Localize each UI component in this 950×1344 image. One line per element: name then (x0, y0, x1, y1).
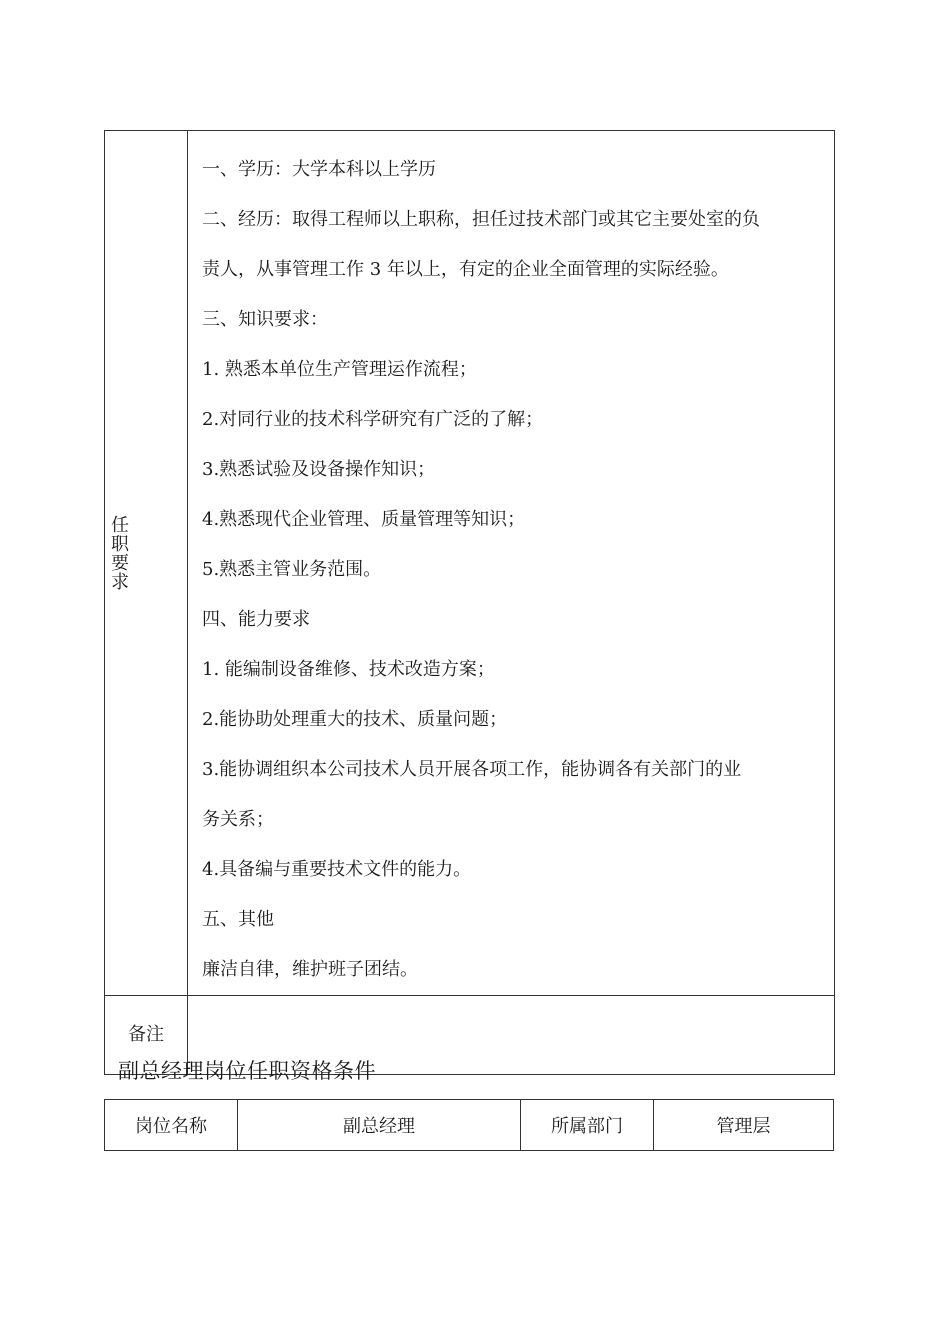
position-table (104, 1099, 834, 1151)
req-line: 责人，从事管理工作 3 年以上，有定的企业全面管理的实际经验。 (202, 259, 729, 280)
req-line: 4.熟悉现代企业管理、质量管理等知识； (202, 509, 526, 530)
req-line: 1. 熟悉本单位生产管理运作流程； (202, 359, 477, 380)
req-line: 二、经历：取得工程师以上职称，担任过技术部门或其它主要处室的负 (202, 209, 760, 230)
requirements-label: 任职要求 (111, 514, 129, 593)
requirements-table (104, 130, 835, 1075)
position-name-label: 岗位名称 (105, 1100, 238, 1151)
req-line: 三、知识要求： (202, 309, 328, 330)
req-line: 一、学历：大学本科以上学历 (202, 159, 436, 180)
req-line: 2.对同行业的技术科学研究有广泛的了解； (202, 409, 544, 430)
req-line: 2.能协助处理重大的技术、质量问题； (202, 709, 508, 730)
requirements-label-cell (105, 131, 188, 996)
req-line: 四、能力要求 (202, 609, 310, 630)
req-line: 3.能协调组织本公司技术人员开展各项工作，能协调各有关部门的业 (202, 759, 742, 780)
position-name-value: 副总经理 (238, 1100, 521, 1151)
section-title: 副总经理岗位任职资格条件 (118, 1059, 376, 1083)
req-line: 1. 能编制设备维修、技术改造方案； (202, 659, 495, 680)
req-line: 五、其他 (202, 909, 274, 930)
department-value: 管理层 (654, 1100, 834, 1151)
req-line: 廉洁自律，维护班子团结。 (202, 959, 418, 980)
req-line: 务关系； (202, 809, 274, 830)
req-line: 5.熟悉主管业务范围。 (202, 559, 382, 580)
req-line: 3.熟悉试验及设备操作知识； (202, 459, 436, 480)
req-line: 4.具备编与重要技术文件的能力。 (202, 859, 472, 880)
department-label: 所属部门 (521, 1100, 654, 1151)
remark-label: 备注 (128, 1024, 164, 1045)
requirements-content-cell (188, 131, 835, 996)
